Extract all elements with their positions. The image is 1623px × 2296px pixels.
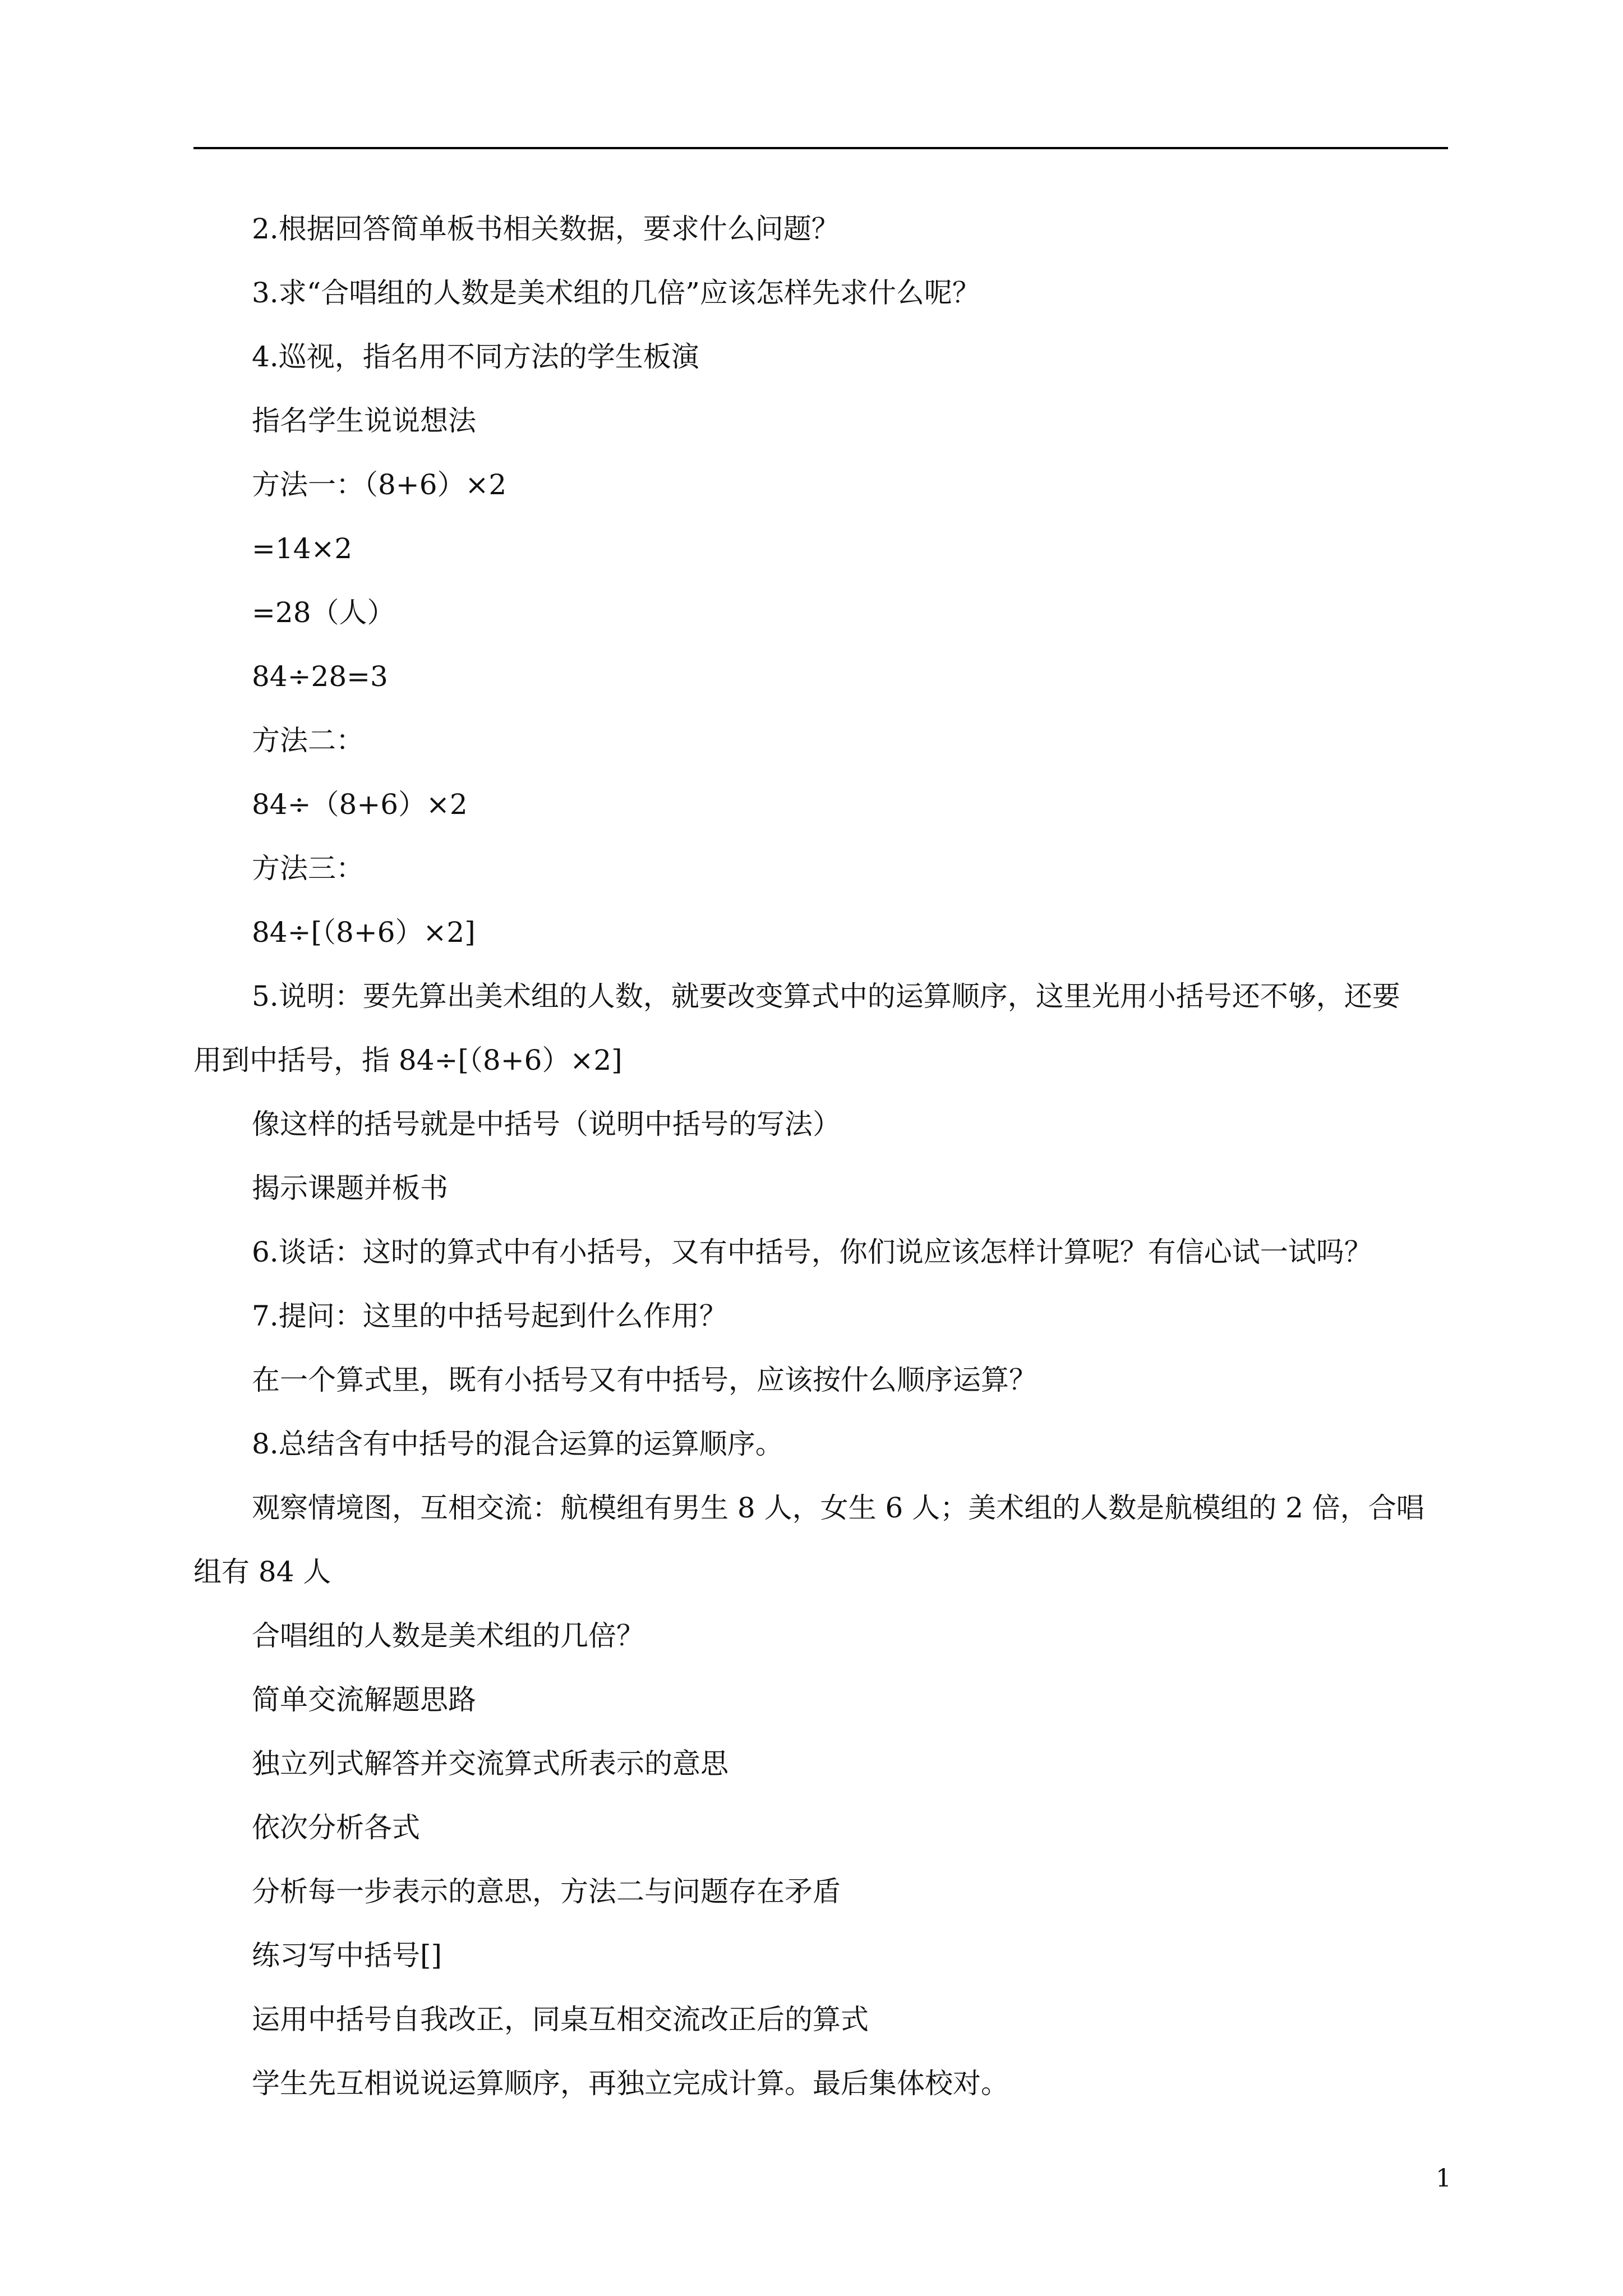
paragraph-line: 方法二： bbox=[252, 724, 364, 757]
paragraph-line: 方法一：（8+6）×2 bbox=[252, 468, 507, 501]
paragraph-line: 依次分析各式 bbox=[252, 1811, 420, 1844]
paragraph-line: 2.根据回答简单板书相关数据，要求什么问题？ bbox=[252, 213, 840, 245]
paragraph-line: 独立列式解答并交流算式所表示的意思 bbox=[252, 1747, 728, 1780]
paragraph-line: 观察情境图，互相交流：航模组有男生 8 人，女生 6 人；美术组的人数是航模组的 2 倍，合唱 bbox=[252, 1492, 1424, 1524]
paragraph-line: 像这样的括号就是中括号（说明中括号的写法） bbox=[252, 1108, 841, 1140]
paragraph-line: 8.总结含有中括号的混合运算的运算顺序。 bbox=[252, 1428, 783, 1460]
paragraph-line: 简单交流解题思路 bbox=[252, 1683, 476, 1716]
paragraph-line: 学生先互相说说运算顺序，再独立完成计算。最后集体校对。 bbox=[252, 2067, 1009, 2100]
paragraph-line: 用到中括号，指 84÷[（8+6）×2] bbox=[193, 1044, 623, 1076]
paragraph-line: 84÷[（8+6）×2] bbox=[252, 916, 476, 949]
paragraph-line: 7.提问：这里的中括号起到什么作用？ bbox=[252, 1300, 727, 1332]
paragraph-line: 揭示课题并板书 bbox=[252, 1172, 448, 1204]
header-rule bbox=[193, 147, 1448, 149]
paragraph-line: 方法三： bbox=[252, 852, 364, 885]
paragraph-line: =28（人） bbox=[252, 596, 395, 629]
paragraph-line: =14×2 bbox=[252, 532, 353, 565]
paragraph-line: 练习写中括号[] bbox=[252, 1939, 442, 1972]
document-body bbox=[193, 213, 1448, 2132]
paragraph-line: 指名学生说说想法 bbox=[252, 404, 476, 437]
paragraph-line: 在一个算式里，既有小括号又有中括号，应该按什么顺序运算？ bbox=[252, 1364, 1037, 1396]
paragraph-line: 运用中括号自我改正，同桌互相交流改正后的算式 bbox=[252, 2003, 869, 2036]
page-number: 1 bbox=[1436, 2164, 1451, 2193]
paragraph-line: 合唱组的人数是美术组的几倍？ bbox=[252, 1619, 644, 1652]
paragraph-line: 组有 84 人 bbox=[193, 1556, 331, 1588]
paragraph-line: 3.求“合唱组的人数是美术组的几倍”应该怎样先求什么呢？ bbox=[252, 277, 980, 309]
paragraph-line: 4.巡视，指名用不同方法的学生板演 bbox=[252, 341, 699, 373]
paragraph-line: 84÷28=3 bbox=[252, 660, 388, 693]
paragraph-line: 5.说明：要先算出美术组的人数，就要改变算式中的运算顺序，这里光用小括号还不够，还要 bbox=[252, 980, 1400, 1013]
paragraph-line: 84÷（8+6）×2 bbox=[252, 788, 468, 821]
paragraph-line: 6.谈话：这时的算式中有小括号，又有中括号，你们说应该怎样计算呢？有信心试一试吗？ bbox=[252, 1236, 1372, 1268]
paragraph-line: 分析每一步表示的意思，方法二与问题存在矛盾 bbox=[252, 1875, 841, 1908]
